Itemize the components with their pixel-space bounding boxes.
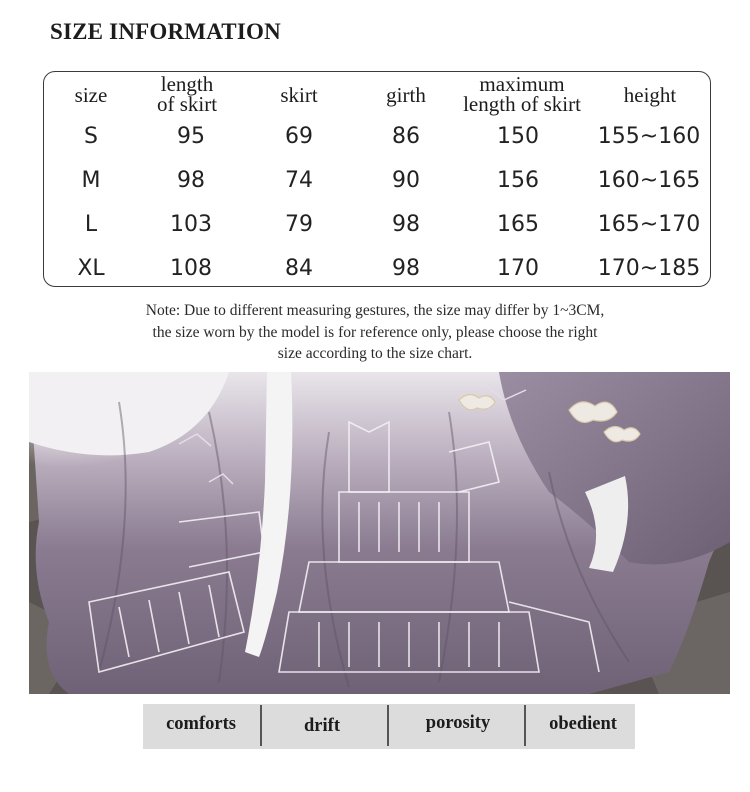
- cell-max-length-s: 150: [497, 124, 539, 149]
- cell-length-m: 98: [177, 168, 205, 193]
- feature-divider: [260, 705, 262, 746]
- cell-skirt-l: 79: [285, 212, 313, 237]
- cell-skirt-s: 69: [285, 124, 313, 149]
- feature-divider: [387, 705, 389, 746]
- feature-comforts: comforts: [166, 714, 236, 734]
- product-photo: [29, 372, 730, 694]
- cell-size-l: L: [84, 212, 98, 237]
- cell-length-s: 95: [177, 124, 205, 149]
- cell-size-m: M: [81, 168, 101, 193]
- feature-divider: [524, 705, 526, 746]
- feature-porosity: porosity: [425, 713, 491, 733]
- cell-height-xl: 170~185: [597, 256, 701, 281]
- header-girth: girth: [386, 83, 426, 107]
- size-table: [43, 71, 711, 287]
- header-length-of-skirt: length of skirt: [156, 72, 218, 116]
- feature-drift: drift: [304, 716, 340, 736]
- cell-max-length-l: 165: [497, 212, 539, 237]
- cell-height-s: 155~160: [597, 124, 701, 149]
- cell-girth-m: 90: [392, 168, 420, 193]
- feature-obedient: obedient: [549, 714, 617, 734]
- size-note: [100, 300, 650, 365]
- cell-girth-l: 98: [392, 212, 420, 237]
- cell-girth-s: 86: [392, 124, 420, 149]
- cell-length-l: 103: [170, 212, 212, 237]
- cell-skirt-xl: 84: [285, 256, 313, 281]
- feature-bar: [143, 704, 635, 749]
- header-maximum-length-of-skirt: maximum length of skirt: [463, 72, 581, 116]
- cell-size-xl: XL: [77, 256, 105, 281]
- cell-height-l: 165~170: [597, 212, 701, 237]
- header-skirt: skirt: [280, 83, 318, 107]
- skirt-illustration: [29, 372, 730, 694]
- cell-length-xl: 108: [170, 256, 212, 281]
- cell-max-length-m: 156: [497, 168, 539, 193]
- cell-skirt-m: 74: [285, 168, 313, 193]
- cell-size-s: S: [84, 124, 98, 149]
- header-size: size: [74, 83, 108, 107]
- header-height: height: [623, 83, 677, 107]
- cell-height-m: 160~165: [597, 168, 701, 193]
- cell-max-length-xl: 170: [497, 256, 539, 281]
- note-line: size according to the size chart.: [277, 345, 473, 362]
- cell-girth-xl: 98: [392, 256, 420, 281]
- note-line: Note: Due to different measuring gestures, the size may differ by 1~3CM,: [145, 302, 605, 319]
- note-line: the size worn by the model is for reference only, please choose the right: [152, 323, 598, 341]
- page-title: SIZE INFORMATION: [50, 19, 281, 44]
